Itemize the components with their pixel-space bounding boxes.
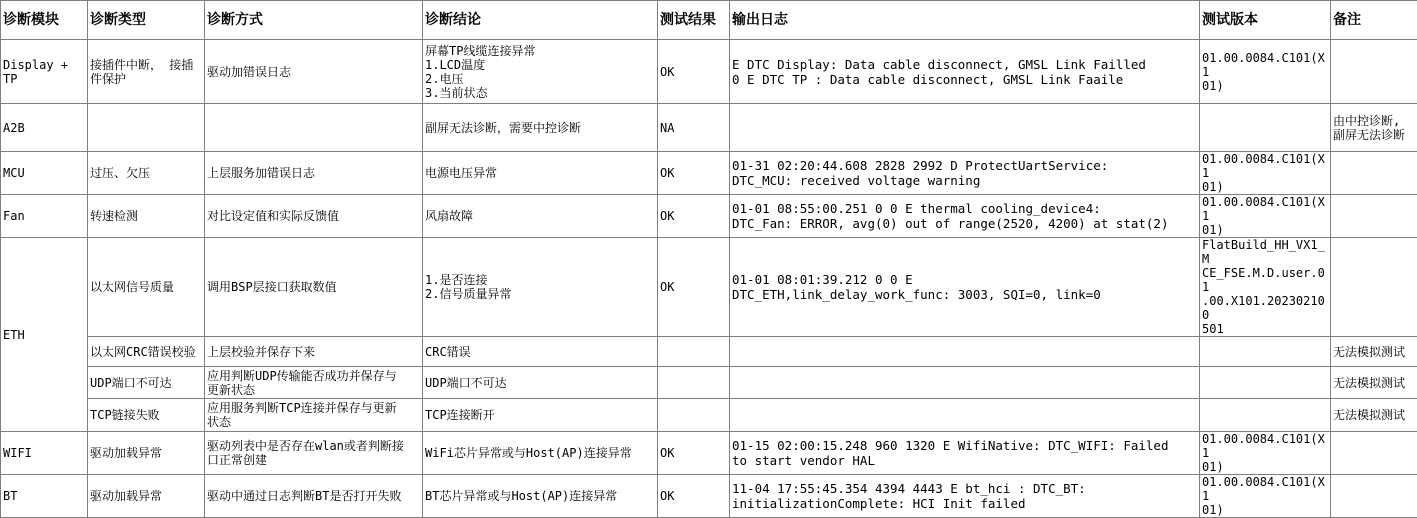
cell-method: 对比设定值和实际反馈值	[205, 195, 423, 238]
table-row	[1, 475, 1417, 518]
cell-log: 01-01 08:01:39.212 0 0 E DTC_ETH,link_delay_work_func: 3003, SQI=0, link=0	[730, 238, 1200, 337]
cell-log: 11-04 17:55:45.354 4394 4443 E bt_hci : DTC_BT: initializationComplete: HCI Init failed	[730, 475, 1200, 518]
cell-conclusion: 屏幕TP线缆连接异常 1.LCD温度 2.电压 3.当前状态	[423, 40, 658, 104]
cell-log: E DTC Display: Data cable disconnect, GMSL Link Failled 0 E DTC TP : Data cable disconnect, GMSL Link Faaile	[730, 40, 1200, 104]
cell-result: OK	[658, 432, 730, 475]
header-log: 输出日志	[730, 1, 1200, 40]
cell-log	[730, 337, 1200, 367]
table-row	[1, 337, 1417, 367]
cell-log	[730, 367, 1200, 399]
cell-note	[1331, 432, 1417, 475]
cell-version: 01.00.0084.C101(X1 01)	[1200, 475, 1331, 518]
cell-module: Fan	[1, 195, 88, 238]
cell-method: 驱动中通过日志判断BT是否打开失败	[205, 475, 423, 518]
cell-type	[88, 104, 205, 152]
cell-type: 接插件中断， 接插 件保护	[88, 40, 205, 104]
cell-log: 01-01 08:55:00.251 0 0 E thermal cooling_device4: DTC_Fan: ERROR, avg(0) out of range(2520, 4200) at stat(2)	[730, 195, 1200, 238]
cell-note: 无法模拟测试	[1331, 337, 1417, 367]
cell-type: 以太网信号质量	[88, 238, 205, 337]
cell-result: OK	[658, 238, 730, 337]
cell-result	[658, 367, 730, 399]
cell-conclusion: 副屏无法诊断，需要中控诊断	[423, 104, 658, 152]
cell-version: FlatBuild_HH_VX1_M CE_FSE.M.D.user.01 .00.X101.202302100 501	[1200, 238, 1331, 337]
cell-module: A2B	[1, 104, 88, 152]
cell-type: 转速检测	[88, 195, 205, 238]
cell-type: 驱动加载异常	[88, 432, 205, 475]
cell-note	[1331, 195, 1417, 238]
cell-type: UDP端口不可达	[88, 367, 205, 399]
cell-version: 01.00.0084.C101(X1 01)	[1200, 432, 1331, 475]
cell-conclusion: CRC错误	[423, 337, 658, 367]
cell-note: 无法模拟测试	[1331, 367, 1417, 399]
header-type: 诊断类型	[88, 1, 205, 40]
cell-type: 驱动加载异常	[88, 475, 205, 518]
header-note: 备注	[1331, 1, 1417, 40]
cell-result: OK	[658, 475, 730, 518]
cell-log	[730, 104, 1200, 152]
cell-conclusion: WiFi芯片异常或与Host(AP)连接异常	[423, 432, 658, 475]
cell-log: 01-15 02:00:15.248 960 1320 E WifiNative: DTC_WIFI: Failed to start vendor HAL	[730, 432, 1200, 475]
table-row	[1, 432, 1417, 475]
cell-conclusion: 电源电压异常	[423, 152, 658, 195]
cell-note	[1331, 475, 1417, 518]
table-row	[1, 195, 1417, 238]
cell-conclusion: UDP端口不可达	[423, 367, 658, 399]
cell-module: WIFI	[1, 432, 88, 475]
cell-method: 调用BSP层接口获取数值	[205, 238, 423, 337]
cell-type: TCP链接失败	[88, 399, 205, 432]
cell-conclusion: 1.是否连接 2.信号质量异常	[423, 238, 658, 337]
cell-module: BT	[1, 475, 88, 518]
cell-version: 01.00.0084.C101(X1 01)	[1200, 195, 1331, 238]
cell-version	[1200, 399, 1331, 432]
cell-module: ETH	[1, 238, 88, 432]
header-version: 测试版本	[1200, 1, 1331, 40]
header-method: 诊断方式	[205, 1, 423, 40]
cell-module: MCU	[1, 152, 88, 195]
cell-result: NA	[658, 104, 730, 152]
cell-note	[1331, 238, 1417, 337]
cell-conclusion: TCP连接断开	[423, 399, 658, 432]
cell-version: 01.00.0084.C101(X1 01)	[1200, 40, 1331, 104]
cell-result	[658, 399, 730, 432]
cell-note	[1331, 40, 1417, 104]
table-row	[1, 238, 1417, 337]
cell-result: OK	[658, 40, 730, 104]
cell-result: OK	[658, 152, 730, 195]
cell-note: 无法模拟测试	[1331, 399, 1417, 432]
cell-version	[1200, 104, 1331, 152]
header-conclusion: 诊断结论	[423, 1, 658, 40]
header-result: 测试结果	[658, 1, 730, 40]
cell-version	[1200, 367, 1331, 399]
cell-module: Display + TP	[1, 40, 88, 104]
cell-note: 由中控诊断, 副屏无法诊断	[1331, 104, 1417, 152]
cell-method	[205, 104, 423, 152]
cell-method: 上层服务加错误日志	[205, 152, 423, 195]
cell-method: 驱动列表中是否存在wlan或者判断接 口正常创建	[205, 432, 423, 475]
cell-version	[1200, 337, 1331, 367]
cell-conclusion: 风扇故障	[423, 195, 658, 238]
cell-type: 以太网CRC错误校验	[88, 337, 205, 367]
cell-method: 上层校验并保存下来	[205, 337, 423, 367]
header-module: 诊断模块	[1, 1, 88, 40]
cell-conclusion: BT芯片异常或与Host(AP)连接异常	[423, 475, 658, 518]
table-row	[1, 40, 1417, 104]
cell-method: 应用服务判断TCP连接并保存与更新 状态	[205, 399, 423, 432]
cell-log	[730, 399, 1200, 432]
table-row	[1, 399, 1417, 432]
cell-result: OK	[658, 195, 730, 238]
cell-method: 驱动加错误日志	[205, 40, 423, 104]
cell-log: 01-31 02:20:44.608 2828 2992 D ProtectUartService: DTC_MCU: received voltage warning	[730, 152, 1200, 195]
cell-note	[1331, 152, 1417, 195]
table-row	[1, 104, 1417, 152]
header-row	[1, 1, 1417, 40]
cell-result	[658, 337, 730, 367]
cell-type: 过压、欠压	[88, 152, 205, 195]
cell-version: 01.00.0084.C101(X1 01)	[1200, 152, 1331, 195]
table-row	[1, 152, 1417, 195]
cell-method: 应用判断UDP传输能否成功并保存与 更新状态	[205, 367, 423, 399]
table-row	[1, 367, 1417, 399]
